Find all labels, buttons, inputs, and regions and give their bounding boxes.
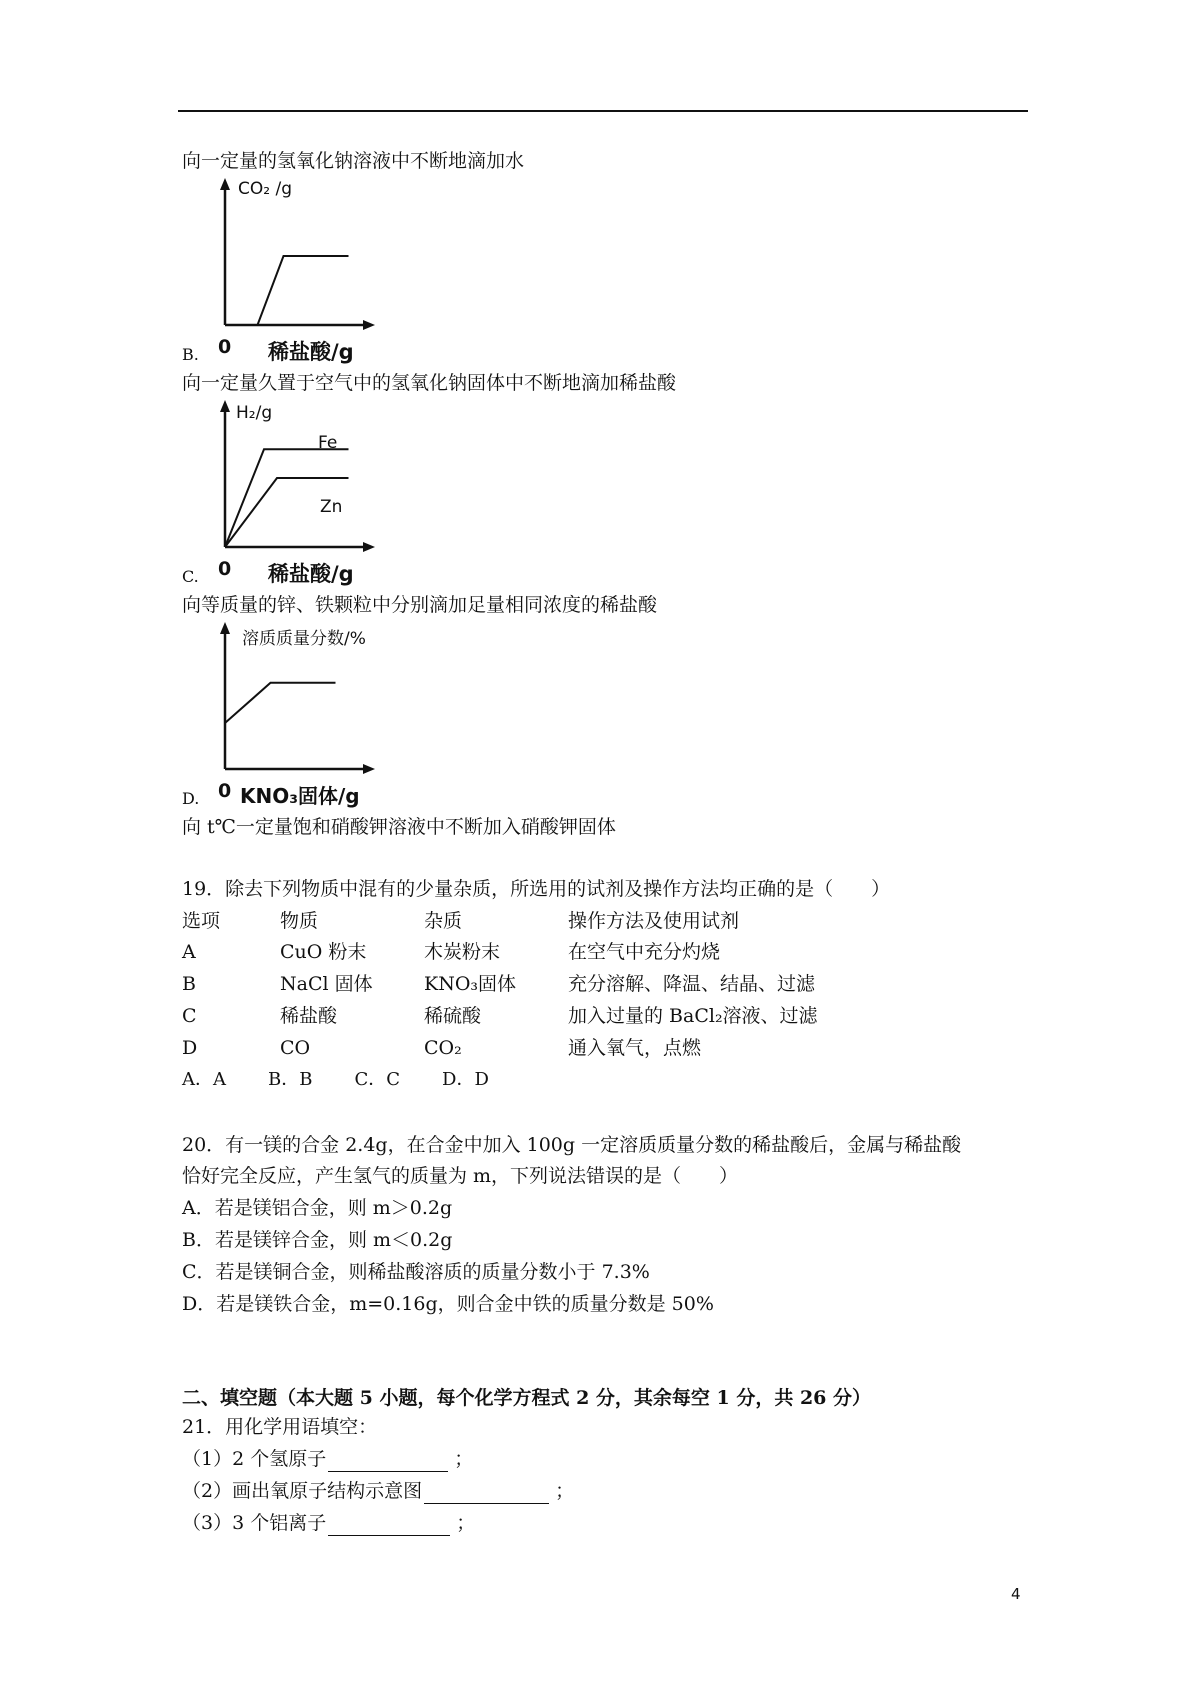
q21-item-3-suffix: ； (456, 1512, 476, 1534)
section-2-title: 二、填空题（本大题 5 小题，每个化学方程式 2 分，其余每空 1 分，共 26 分） (182, 1387, 872, 1409)
q19-header-impurity: 杂质 (424, 910, 463, 932)
caption-c: 向等质量的锌、铁颗粒中分别滴加足量相同浓度的稀盐酸 (182, 594, 658, 616)
table-cell: CO₂ (424, 1037, 462, 1059)
table-cell: C (182, 1005, 197, 1027)
graph-c (200, 400, 380, 580)
q21-item-3-text: （3）3 个铝离子 (182, 1512, 327, 1534)
table-cell: 稀盐酸 (280, 1005, 338, 1027)
q19-choice-b: B．B (268, 1069, 313, 1090)
caption-b: 向一定量久置于空气中的氢氧化钠固体中不断地滴加稀盐酸 (182, 372, 677, 394)
q20-stem-line2: 恰好完全反应，产生氢气的质量为 m，下列说法错误的是（ ） (182, 1165, 739, 1187)
graph-c-xlabel: 稀盐酸/g (268, 562, 354, 586)
graph-d-xlabel: KNO₃固体/g (240, 784, 360, 808)
caption-a: 向一定量的氢氧化钠溶液中不断地滴加水 (182, 150, 525, 172)
graph-d-x-arrow (363, 764, 375, 774)
q19-table-header (182, 906, 1032, 936)
table-cell: NaCl 固体 (280, 973, 373, 995)
graph-c-y-arrow (220, 400, 230, 412)
graph-c-series-label-zn: Zn (320, 497, 343, 517)
table-row (182, 969, 1032, 999)
q21-item-3 (182, 1510, 475, 1536)
q21-item-1 (182, 1446, 473, 1472)
q19-choice-a: A．A (182, 1069, 226, 1090)
q21-stem: 21．用化学用语填空： (182, 1416, 378, 1438)
caption-d: 向 t℃一定量饱和硝酸钾溶液中不断加入硝酸钾固体 (182, 816, 616, 838)
q21-item-2-suffix: ； (555, 1480, 575, 1502)
table-cell: 稀硫酸 (424, 1005, 482, 1027)
table-cell: B (182, 973, 196, 995)
graph-b-xlabel: 稀盐酸/g (268, 340, 354, 364)
q20-stem-line1: 20．有一镁的合金 2.4g，在合金中加入 100g 一定溶质质量分数的稀盐酸后，金属与稀盐酸 (182, 1134, 962, 1156)
table-cell: A (182, 941, 196, 963)
answer-blank-3[interactable] (328, 1515, 450, 1536)
header-rule (178, 110, 1028, 112)
q20-option-c: C．若是镁铜合金，则稀盐酸溶质的质量分数小于 7.3% (182, 1261, 650, 1283)
graph-d-ylabel: 溶质质量分数/% (242, 629, 366, 649)
graph-b-series-line (225, 256, 349, 325)
q19-choice-c: C．C (354, 1069, 401, 1090)
q21-item-2-text: （2）画出氧原子结构示意图 (182, 1480, 423, 1502)
table-cell: 通入氧气，点燃 (568, 1037, 702, 1059)
option-b-letter: B. (182, 345, 199, 364)
table-cell: CuO 粉末 (280, 941, 367, 963)
table-row (182, 937, 1032, 967)
table-cell: CO (280, 1037, 311, 1059)
table-row (182, 1001, 1032, 1031)
q20-option-a: A．若是镁铝合金，则 m＞0.2g (182, 1197, 453, 1219)
graph-d-series-line (225, 683, 336, 723)
table-cell: 加入过量的 BaCl₂溶液、过滤 (568, 1005, 818, 1027)
table-cell: 充分溶解、降温、结晶、过滤 (568, 973, 816, 995)
q19-header-option: 选项 (182, 910, 221, 932)
option-c-letter: C. (182, 567, 199, 586)
graph-d-y-arrow (220, 622, 230, 634)
answer-blank-1[interactable] (328, 1451, 448, 1472)
table-cell: 木炭粉末 (424, 941, 501, 963)
graph-d-origin: 0 (218, 780, 232, 802)
q20-option-b: B．若是镁锌合金，则 m＜0.2g (182, 1229, 453, 1251)
graph-c-ylabel: H₂/g (236, 403, 273, 423)
graph-d (200, 622, 380, 802)
graph-c-origin: 0 (218, 558, 232, 580)
option-d-letter: D. (182, 789, 200, 808)
table-cell: 在空气中充分灼烧 (568, 941, 721, 963)
q21-item-2 (182, 1478, 574, 1504)
table-cell: KNO₃固体 (424, 973, 517, 995)
graph-b (200, 178, 380, 358)
graph-b-ylabel: CO₂ /g (238, 179, 292, 199)
q19-answer-choices (182, 1067, 531, 1093)
table-row (182, 1033, 1032, 1063)
page-number: 4 (1011, 1585, 1021, 1603)
q19-choice-d: D．D (442, 1069, 489, 1090)
q20-option-d: D．若是镁铁合金，m=0.16g，则合金中铁的质量分数是 50% (182, 1293, 714, 1315)
graph-c-series-label-fe: Fe (318, 433, 338, 453)
q21-item-1-suffix: ； (454, 1448, 474, 1470)
q19-header-substance: 物质 (280, 910, 319, 932)
graph-b-y-arrow (220, 178, 230, 190)
table-cell: D (182, 1037, 198, 1059)
q21-item-1-text: （1）2 个氢原子 (182, 1448, 327, 1470)
q19-header-method: 操作方法及使用试剂 (568, 910, 740, 932)
answer-blank-2[interactable] (424, 1483, 549, 1504)
q19-stem: 19．除去下列物质中混有的少量杂质，所选用的试剂及操作方法均正确的是（ ） (182, 878, 891, 900)
graph-b-x-arrow (363, 320, 375, 330)
graph-c-x-arrow (363, 542, 375, 552)
graph-b-origin: 0 (218, 336, 232, 358)
